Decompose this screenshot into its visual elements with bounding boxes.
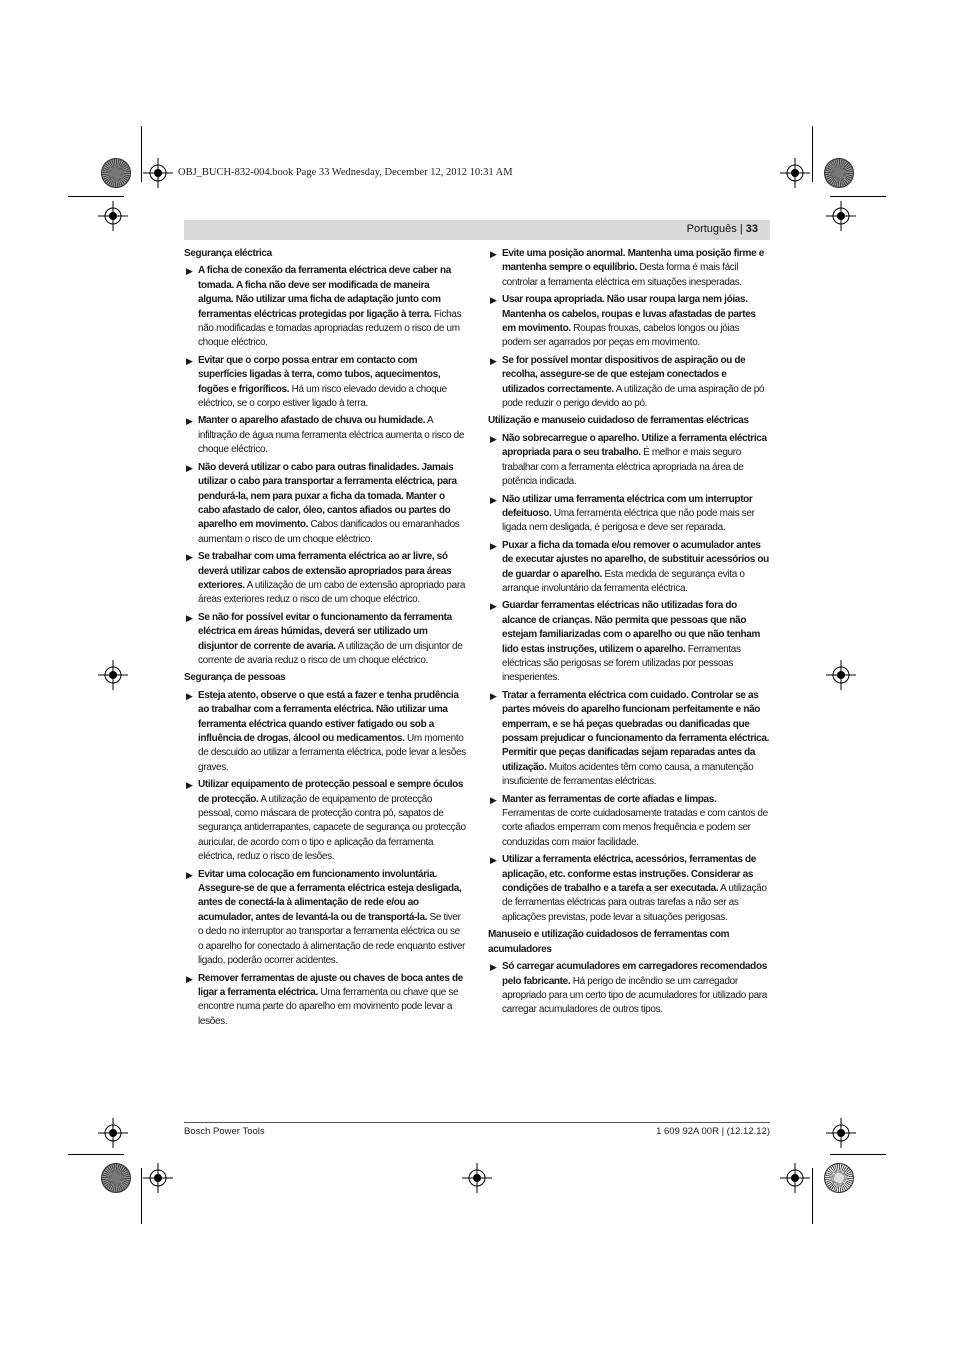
instruction-explanation-text: Ferramentas eléctricas são perigosas se forem utilizadas por pessoas inesperientes. [502,643,741,684]
triangle-bullet-icon: ▶ [490,494,497,505]
safety-instruction-item [488,354,770,412]
triangle-bullet-icon: ▶ [186,973,193,984]
safety-instruction-item [184,264,466,350]
crop-mark [141,126,142,182]
instruction-explanation-text: A utilização de equipamento de protecção pessoal, como máscara de protecção contra pó, sapatos de segurança antiderrapantes, capacete de segurança ou protecção auricular, de acordo com o tipo e aplicação da ferramenta eléctrica, reduz o risco de lesões. [198,793,466,863]
registration-crosshair-icon [98,660,128,690]
instruction-explanation-text: Uma ferramenta ou chave que se encontre numa parte do aparelho em movimento pode levar a lesões. [198,986,459,1027]
triangle-bullet-icon: ▶ [186,552,193,563]
instruction-explanation-text: A utilização de ferramentas eléctricas para outras tarefas a não ser as aplicações previstas, pode levar a situações perigosas. [502,883,767,923]
instruction-bold-text: Manter o aparelho afastado de chuva ou humidade. [198,415,426,427]
registration-crosshair-icon [826,201,856,231]
registration-crosshair-icon [826,660,856,690]
crop-mark [141,1168,142,1224]
triangle-bullet-icon: ▶ [186,266,193,277]
registration-crosshair-icon [98,201,128,231]
registration-crosshair-icon [826,1118,856,1148]
header-separator: | [736,223,746,235]
footer-document-code: 1 609 92A 00R | (12.12.12) [656,1126,770,1137]
instruction-bold-text: Utilizar equipamento de protecção pessoal e sempre óculos de protecção. [198,779,464,805]
instruction-explanation-text: Há um risco elevado devido a choque eléctrico, se o corpo estiver ligado à terra. [198,383,447,410]
crop-mark [830,196,886,197]
instruction-bold-text: Não utilizar uma ferramenta eléctrica com um interruptor defeituoso. [502,493,753,519]
triangle-bullet-icon: ▶ [490,540,497,551]
instruction-explanation-text: Uma ferramenta eléctrica que não pode mais ser ligada nem desligada, é perigosa e deve ser reparada. [502,507,755,534]
instruction-bold-text: Só carregar acumuladores em carregadores recomendados pelo fabricante. [502,961,767,987]
triangle-bullet-icon: ▶ [490,433,497,444]
instruction-bold-text: Remover ferramentas de ajuste ou chaves de boca antes de ligar a ferramenta eléctrica. [198,972,463,998]
instruction-explanation-text: Ferramentas de corte cuidadosamente tratadas e com cantos de corte afiados emperram com menos frequência e podem ser conduzidas com maior facilidade. [502,808,768,848]
crop-mark [830,1154,886,1155]
page-number: 33 [745,223,758,235]
instruction-bold-text: Usar roupa apropriada. Não usar roupa larga nem jóias. Mantenha os cabelos, roupas e luvas afastadas de partes em movimento. [502,294,756,335]
instruction-explanation-text: É melhor e mais seguro trabalhar com a ferramenta eléctrica apropriada na área de potência indicada. [502,447,744,488]
instruction-bold-text: Utilizar a ferramenta eléctrica, acessórios, ferramentas de aplicação, etc. conforme estas instruções. Considerar as condições de trabalho e a tarefa a ser executada. [502,854,756,895]
registration-crosshair-icon [462,1163,492,1193]
page-header [184,220,770,240]
triangle-bullet-icon: ▶ [490,295,497,306]
safety-instruction-item [184,972,466,1030]
instruction-bold-text: Não deverá utilizar o cabo para outras finalidades. Jamais utilizar o cabo para transportar a ferramenta eléctrica, para pendurá-la, nem para puxar a ficha da tomada. Manter o cabo afastado de calor, óleo, cantos afiados ou partes do aparelho em movimento. [198,461,457,531]
instruction-bold-text: A ficha de conexão da ferramenta eléctrica deve caber na tomada. A ficha não deve ser modificada de maneira alguma. Não utilizar uma ficha de adaptação junto com ferramentas eléctricas protegidas por ligação à terra. [198,265,451,320]
instruction-explanation-text: A utilização de um disjuntor de corrente de avaria reduz o risco de um choque eléctrico. [198,640,463,666]
instruction-explanation-text: Há perigo de incêndio se um carregador apropriado para um certo tipo de acumuladores for utilizado para carregar acumuladores de outros tipos. [502,975,767,1016]
triangle-bullet-icon: ▶ [186,462,193,473]
instruction-bold-text: Manter as ferramentas de corte afiadas e limpas. [502,793,717,805]
instruction-explanation-text: Desta forma é mais fácil controlar a ferramenta eléctrica em situações inesperadas. [502,262,742,288]
instruction-bold-text: Se trabalhar com uma ferramenta eléctrica ao ar livre, só deverá utilizar cabos de extensão apropriados para áreas exteriores. [198,551,452,591]
color-registration-wheel-icon [824,1163,854,1193]
safety-instruction-item [488,853,770,925]
instruction-bold-text: Evite uma posição anormal. Mantenha uma posição firme e mantenha sempre o equilíbrio. [502,248,764,274]
registration-crosshair-icon [780,1163,810,1193]
safety-instruction-item [488,432,770,490]
safety-instruction-item [184,550,466,608]
triangle-bullet-icon: ▶ [490,690,497,701]
print-slug: OBJ_BUCH-832-004.book Page 33 Wednesday, December 12, 2012 10:31 AM [178,167,513,178]
instruction-bold-text: Esteja atento, observe o que está a fazer e tenha prudência ao trabalhar com a ferramenta eléctrica. Não utilizar uma ferramenta eléctrica quando estiver fatigado ou sob a influência de drogas, álcool ou medicamentos. [198,689,459,744]
instruction-bold-text: Se for possível montar dispositivos de aspiração ou de recolha, assegure-se de que estejam conectados e utilizados correctamente. [502,354,746,395]
safety-instruction-item [184,611,466,669]
color-registration-wheel-icon [101,158,131,188]
instruction-bold-text: Guardar ferramentas eléctricas não utilizadas fora do alcance de crianças. Não permita que pessoas que não estejam familiarizadas com o aparelho ou que não tenham lido estas instruções, utilizem o aparelho. [502,600,761,655]
safety-instruction-item [488,689,770,790]
triangle-bullet-icon: ▶ [186,612,193,623]
instruction-bold-text: Se não for possível evitar o funcionamento da ferramenta eléctrica em áreas húmidas, deverá ser utilizado um disjuntor de corrente de avaria. [198,611,452,652]
header-language: Português [686,223,737,235]
triangle-bullet-icon: ▶ [186,416,193,427]
registration-crosshair-icon [143,1163,173,1193]
safety-instruction-item [184,461,466,547]
triangle-bullet-icon: ▶ [490,794,497,805]
safety-instruction-item [488,539,770,597]
instruction-explanation-text: Roupas frouxas, cabelos longos ou jóias podem ser agarrados por peças em movimento. [502,323,740,349]
crop-mark [812,1168,813,1224]
footer-rule [184,1122,770,1123]
safety-instruction-item [184,689,466,775]
left-text-column [184,247,466,1032]
safety-instruction-item [488,293,770,351]
registration-crosshair-icon [780,158,810,188]
instruction-bold-text: Evitar uma colocação em funcionamento involuntária. Assegure-se de que a ferramenta eléctrica esteja desligada, antes de conectá-la à alimentação de rede e/ou ao acumulador, antes de levantá-la ou de transportá-la. [198,868,462,923]
safety-instruction-item [184,354,466,412]
section-heading: Segurança eléctrica [184,248,272,259]
color-registration-wheel-icon [101,1163,131,1193]
triangle-bullet-icon: ▶ [186,780,193,791]
instruction-bold-text: Evitar que o corpo possa entrar em contacto com superfícies ligadas à terra, como tubos, aquecimentos, fogões e frigoríficos. [198,354,441,395]
registration-crosshair-icon [98,1118,128,1148]
instruction-explanation-text: A utilização de uma aspiração de pó pode reduzir o perigo devido ao pó. [502,383,765,410]
section-heading: Utilização e manuseio cuidadoso de ferramentas eléctricas [488,415,749,427]
instruction-explanation-text: Cabos danificados ou emaranhados aumentam o risco de um choque eléctrico. [198,519,460,545]
instruction-bold-text: Tratar a ferramenta eléctrica com cuidado. Controlar se as partes móveis do aparelho funcionam perfeitamente e não emperram, e se há peças quebradas ou danificadas que possam prejudicar o funcionamento da ferramenta eléctrica. Permitir que peças danificadas sejam reparadas antes da utilização. [502,689,770,773]
footer-brand: Bosch Power Tools [184,1126,265,1137]
section-heading: Segurança de pessoas [184,672,286,684]
safety-instruction-item [184,778,466,864]
instruction-explanation-text: Um momento de descuido ao utilizar a ferramenta eléctrica, pode levar a lesões graves. [198,733,466,773]
section-heading: Manuseio e utilização cuidadosos de ferramentas com acumuladores [488,929,730,955]
safety-instruction-item [184,868,466,969]
instruction-explanation-text: A utilização de um cabo de extensão apropriado para áreas exteriores reduz o risco de um choque eléctrico. [198,579,466,606]
instruction-explanation-text: Se tiver o dedo no interruptor ao transportar a ferramenta eléctrica ou se o aparelho for conectado à alimentação de rede enquanto estiver ligado, poderão ocorrer acidentes. [198,911,466,967]
safety-instruction-item [488,599,770,685]
page-header-text [687,223,758,235]
triangle-bullet-icon: ▶ [490,855,497,866]
crop-mark [812,126,813,182]
instruction-explanation-text: A infiltração de água numa ferramenta eléctrica aumenta o risco de choque eléctrico. [198,415,465,456]
crop-mark [68,196,124,197]
instruction-bold-text: Não sobrecarregue o aparelho. Utilize a ferramenta eléctrica apropriada para o seu trabalho. [502,432,767,459]
instruction-bold-text: Puxar a ficha da tomada e/ou remover o acumulador antes de executar ajustes no aparelho, de substituir acessórios ou de guardar o aparelho. [502,539,769,580]
crop-mark [68,1154,124,1155]
safety-instruction-item [488,960,770,1018]
safety-instruction-item [184,414,466,457]
triangle-bullet-icon: ▶ [186,355,193,366]
triangle-bullet-icon: ▶ [490,355,497,366]
safety-instruction-item [488,247,770,290]
color-registration-wheel-icon [824,158,854,188]
triangle-bullet-icon: ▶ [186,869,193,880]
triangle-bullet-icon: ▶ [490,962,497,973]
triangle-bullet-icon: ▶ [186,690,193,701]
registration-crosshair-icon [143,158,173,188]
instruction-explanation-text: Muitos acidentes têm como causa, a manutenção insuficiente de ferramentas eléctricas. [502,761,754,788]
triangle-bullet-icon: ▶ [490,601,497,612]
safety-instruction-item [488,793,770,851]
instruction-explanation-text: Esta medida de segurança evita o arranque involuntário da ferramenta eléctrica. [502,568,745,594]
right-text-column [488,247,770,1021]
instruction-explanation-text: Fichas não modificadas e tomadas apropriadas reduzem o risco de um choque eléctrico. [198,308,462,349]
safety-instruction-item [488,493,770,536]
triangle-bullet-icon: ▶ [490,249,497,259]
